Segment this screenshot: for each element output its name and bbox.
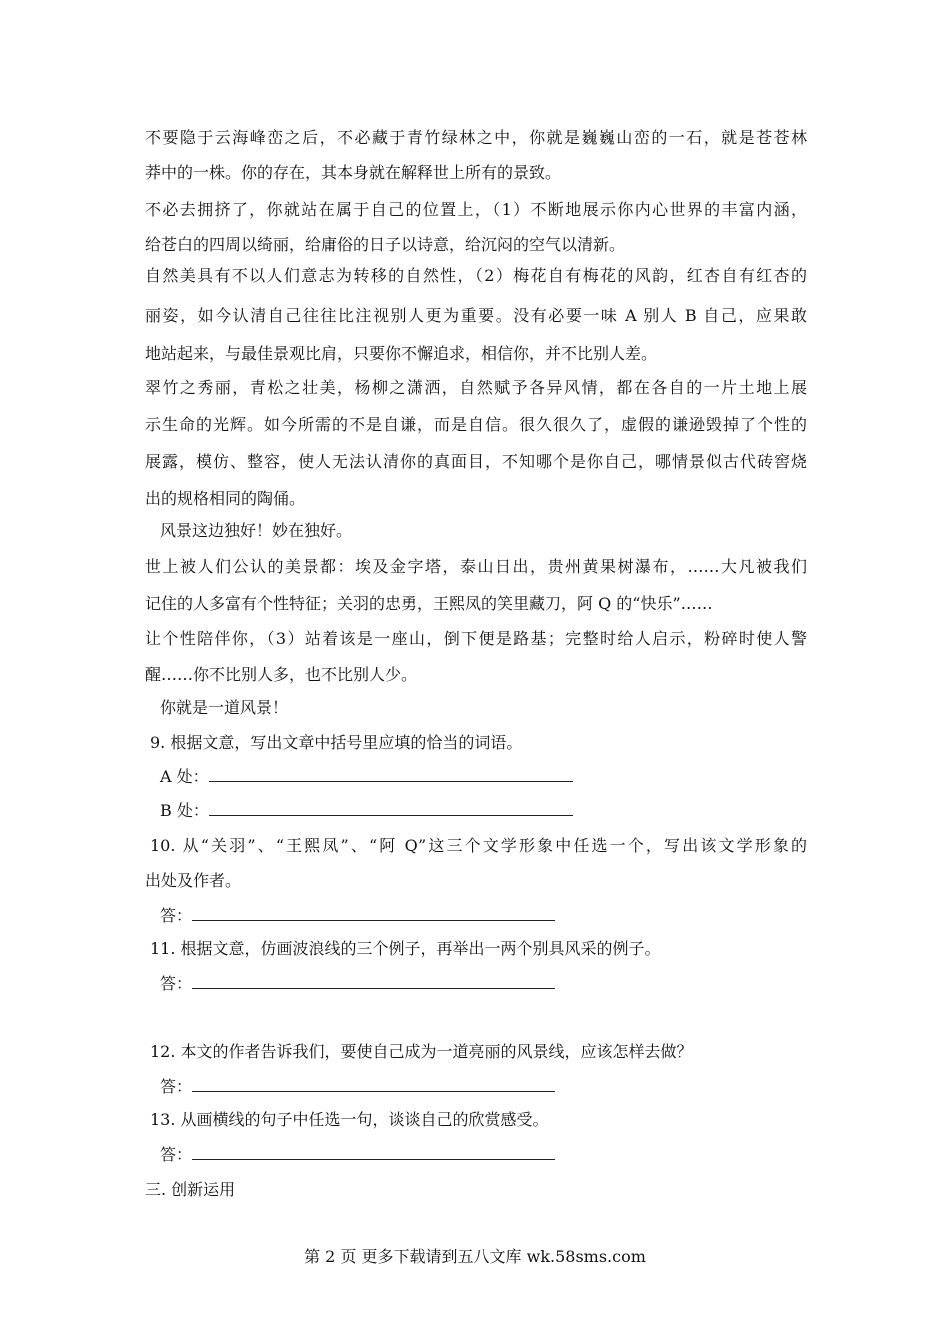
question-9-b-row <box>160 801 573 821</box>
passage-p4-line4: 出的规格相同的陶俑。 <box>145 489 306 508</box>
answer-blank-a[interactable] <box>209 767 573 782</box>
passage-p3-line2: 丽姿，如今认清自己往往比注视别人更为重要。没有必要一味 A 别人 B 自己，应果敢 <box>145 306 807 325</box>
section-title: 三. 创新运用 <box>145 1180 236 1199</box>
answer-blank-10[interactable] <box>192 906 555 921</box>
question-9-a-label: A 处： <box>160 767 209 786</box>
passage-p2-line1: 不必去拥挤了，你就站在属于自己的位置上，（1）不断地展示你内心世界的丰富内涵， <box>145 200 807 219</box>
passage-p1-line1: 不要隐于云海峰峦之后，不必藏于青竹绿林之中，你就是巍巍山峦的一石，就是苍苍林 <box>145 128 807 147</box>
answer-label: 答： <box>160 1145 193 1164</box>
question-9: 9. 根据文意，写出文章中括号里应填的恰当的词语。 <box>150 733 523 752</box>
question-12-answer-row <box>160 1077 555 1097</box>
question-10-line2: 出处及作者。 <box>145 871 242 890</box>
answer-label: 答： <box>160 1077 193 1096</box>
passage-p2-line2: 给苍白的四周以绮丽，给庸俗的日子以诗意，给沉闷的空气以清新。 <box>145 235 626 254</box>
passage-p4-line1: 翠竹之秀丽，青松之壮美，杨柳之潇洒，自然赋予各异风情，都在各自的一片土地上展 <box>145 378 807 397</box>
passage-p6-line2: 记住的人多富有个性特征；关羽的忠勇，王熙凤的笑里藏刀，阿 Q 的“快乐”…… <box>145 594 713 613</box>
passage-p7-line2: 醒……你不比别人多，也不比别人少。 <box>145 665 418 684</box>
question-13-answer-row <box>160 1145 555 1165</box>
answer-label: 答： <box>160 974 193 993</box>
question-13: 13. 从画横线的句子中任选一句，谈谈自己的欣赏感受。 <box>150 1110 549 1129</box>
answer-blank-13[interactable] <box>192 1145 555 1160</box>
question-12: 12. 本文的作者告诉我们，要使自己成为一道亮丽的风景线，应该怎样去做？ <box>150 1042 693 1061</box>
question-11-answer-row <box>160 974 555 994</box>
page-footer: 第 2 页 更多下载请到五八文库 wk.58sms.com <box>304 1247 646 1266</box>
passage-p3-line1: 自然美具有不以人们意志为转移的自然性，（2）梅花自有梅花的风韵，红杏自有红杏的 <box>145 266 807 285</box>
passage-p1-line2: 莽中的一株。你的存在，其本身就在解释世上所有的景致。 <box>145 163 562 182</box>
answer-blank-12[interactable] <box>192 1077 555 1092</box>
answer-label: 答： <box>160 906 193 925</box>
answer-blank-11[interactable] <box>192 974 555 989</box>
question-9-b-label: B 处： <box>160 801 209 820</box>
passage-p4-line2: 示生命的光辉。如今所需的不是自谦，而是自信。很久很久了，虚假的谦逊毁掉了个性的 <box>145 415 807 434</box>
passage-p3-line3: 地站起来，与最佳景观比肩，只要你不懈追求，相信你，并不比别人差。 <box>145 344 658 363</box>
passage-p6-line1: 世上被人们公认的美景都：埃及金字塔，泰山日出，贵州黄果树瀑布，……大凡被我们 <box>145 557 807 576</box>
question-9-a-row <box>160 767 573 787</box>
passage-p8: 你就是一道风景！ <box>160 698 289 717</box>
question-11: 11. 根据文意，仿画波浪线的三个例子，再举出一两个别具风采的例子。 <box>150 939 661 958</box>
passage-p4-line3: 展露，模仿、整容，使人无法认清你的真面目，不知哪个是你自己，哪情景似古代砖窖烧 <box>145 452 807 471</box>
question-10-line1: 10. 从“关羽”、“王熙凤”、“阿 Q”这三个文学形象中任选一个，写出该文学形象的 <box>150 836 807 855</box>
question-10-answer-row <box>160 906 555 926</box>
passage-p7-line1: 让个性陪伴你，（3）站着该是一座山，倒下便是路基；完整时给人启示，粉碎时使人警 <box>145 629 807 648</box>
answer-blank-b[interactable] <box>209 801 573 816</box>
passage-p5: 风景这边独好！妙在独好。 <box>160 521 353 540</box>
